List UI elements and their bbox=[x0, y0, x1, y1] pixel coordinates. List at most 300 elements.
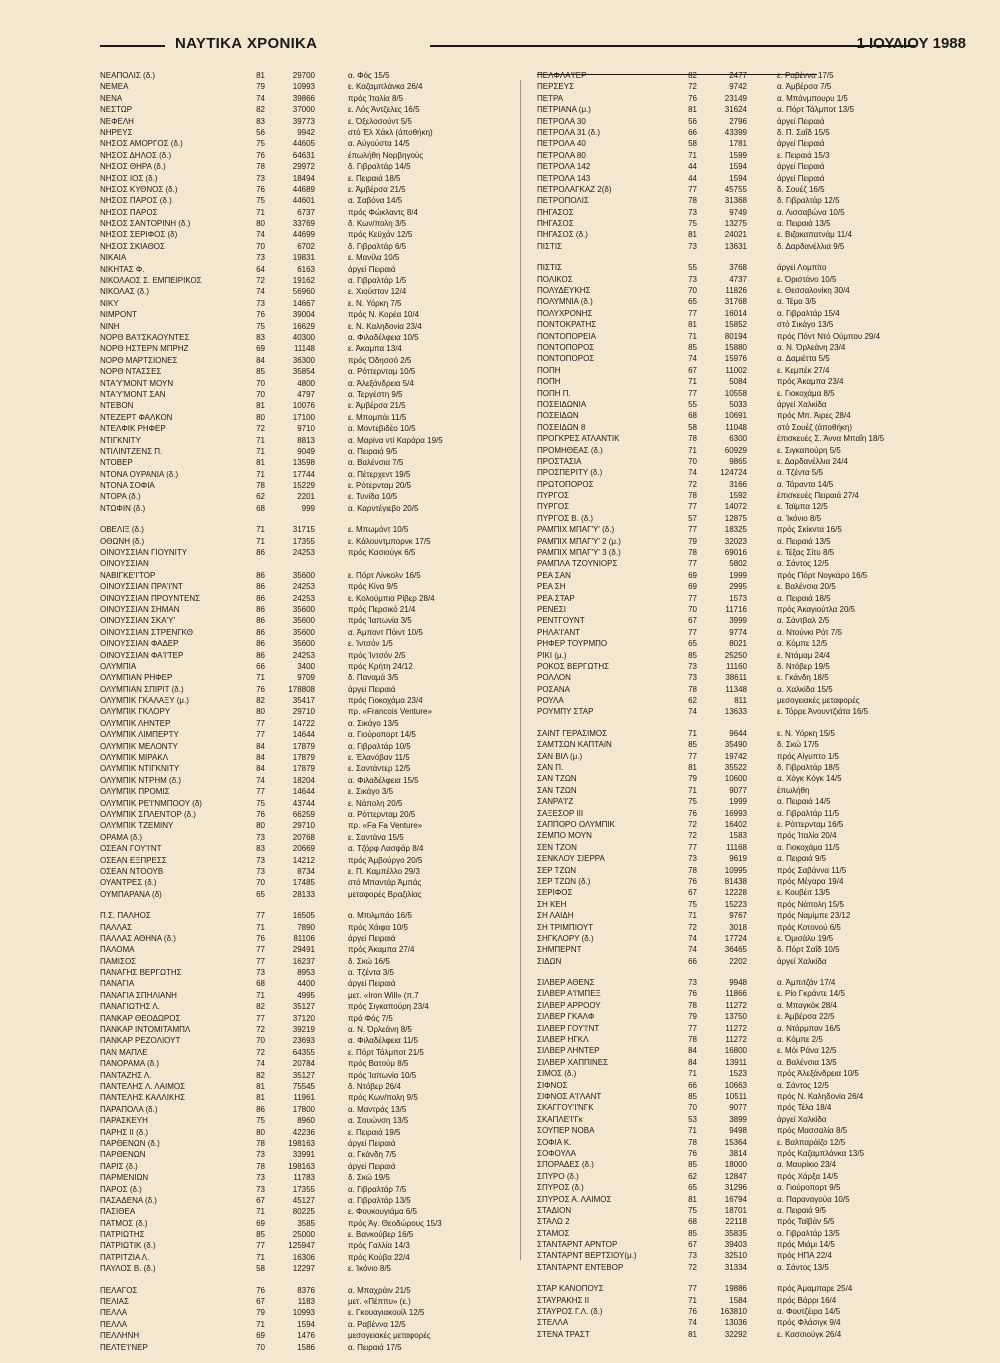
ship-row bbox=[100, 593, 505, 604]
build-year: 66 bbox=[256, 661, 265, 671]
build-year: 72 bbox=[688, 922, 697, 932]
ship-status: στό Έλ Χάκλ (άποθήκη) bbox=[348, 127, 433, 137]
ship-status: δ. Ντόβερ 26/4 bbox=[348, 1081, 401, 1091]
ship-name: ΝΗΣΟΣ ΣΚΙΑΘΟΣ bbox=[100, 241, 165, 251]
ship-status: ε. Πειραιά 18/5 bbox=[348, 173, 401, 183]
tonnage: 811 bbox=[734, 696, 747, 706]
ship-name: ΟΛΥΜΠΙΑΝ ΣΠΙΡΙΤ (δ.) bbox=[100, 684, 184, 694]
build-year: 78 bbox=[688, 1000, 697, 1010]
tonnage: 9942 bbox=[297, 127, 315, 137]
ship-status: πρός Κων/πολη 9/5 bbox=[348, 1093, 418, 1103]
ship-name: ΡΗΦΕΡ ΤΟΥΡΜΠΟ bbox=[537, 639, 608, 649]
ship-status: πρός Φλάσιγκ 9/4 bbox=[777, 1318, 841, 1328]
build-year: 69 bbox=[688, 582, 697, 592]
build-year: 82 bbox=[256, 1002, 265, 1012]
ship-row bbox=[100, 558, 505, 569]
ship-name: ΣΙΛΒΕΡ ΧΑΠΠΙΝΕΣ bbox=[537, 1057, 609, 1067]
ship-name: ΠΑΡΟΣ (δ.) bbox=[100, 1184, 142, 1194]
ship-name: ΣΤΑΡ ΚΑΝΟΠΟΥΣ bbox=[537, 1284, 604, 1294]
ship-status: ε. Πειραιά 15/3 bbox=[777, 150, 830, 160]
ship-name: ΣΟΥΠΕΡ ΝΟΒΑ bbox=[537, 1126, 595, 1136]
build-year: 71 bbox=[256, 1207, 265, 1217]
ship-status: πρός Άκαγιούτλα 20/5 bbox=[777, 604, 856, 614]
tonnage: 9710 bbox=[297, 424, 315, 434]
ship-row bbox=[100, 524, 505, 535]
tonnage: 6702 bbox=[297, 241, 315, 251]
tonnage: 19831 bbox=[292, 253, 315, 263]
ship-status: ε. Ρότερνταμ 20/5 bbox=[348, 481, 412, 491]
build-year: 73 bbox=[256, 1184, 265, 1194]
ship-name: ΡΟΥΛΑ bbox=[537, 696, 564, 706]
ship-status: άργεί Πειραιά bbox=[777, 173, 825, 183]
ship-group bbox=[100, 70, 505, 514]
ship-status: πρός Άκαμπα 23/4 bbox=[777, 377, 844, 387]
ship-row bbox=[100, 1138, 505, 1149]
ship-name: ΠΕΛΛΗΝΗ bbox=[100, 1331, 140, 1341]
ship-name: ΝΙΚΟΛΑΣ (δ.) bbox=[100, 287, 150, 297]
ship-name: ΠΥΡΓΟΣ bbox=[537, 491, 570, 501]
ship-name: ΠΗΓΑΣΟΣ bbox=[537, 207, 574, 217]
build-year: 81 bbox=[256, 1093, 265, 1103]
ship-row bbox=[537, 161, 980, 172]
ship-row bbox=[100, 956, 505, 967]
tonnage: 81106 bbox=[293, 933, 315, 943]
tonnage: 1573 bbox=[729, 593, 747, 603]
tonnage: 10691 bbox=[724, 411, 747, 421]
tonnage: 18494 bbox=[292, 173, 315, 183]
ship-name: ΠΑΤΡΙΩΤΙΚ (δ.) bbox=[100, 1241, 156, 1251]
tonnage: 4995 bbox=[297, 990, 315, 1000]
ship-name: ΝΤΙΓΚΝΙΤΥ bbox=[100, 435, 141, 445]
ship-name: ΣΠΥΡΟΣ Α. ΛΑΙΜΟΣ bbox=[537, 1194, 612, 1204]
ship-row bbox=[537, 1137, 980, 1148]
tonnage: 35490 bbox=[724, 740, 747, 750]
ship-row bbox=[537, 173, 980, 184]
ship-row bbox=[100, 389, 505, 400]
ship-name: ΠΡΟΣΠΕΡΙΤΥ (δ.) bbox=[537, 468, 603, 478]
tonnage: 3999 bbox=[729, 616, 747, 626]
ship-row bbox=[537, 388, 980, 399]
ship-row bbox=[100, 978, 505, 989]
ship-status: πρός Κρήτη 24/12 bbox=[348, 661, 413, 671]
tonnage: 29710 bbox=[292, 821, 315, 831]
build-year: 65 bbox=[688, 639, 697, 649]
ship-name: ΣΤΑΝΤΑΡΝΤ ΕΝΤΕΒΟΡ bbox=[537, 1262, 624, 1272]
build-year: 85 bbox=[688, 1228, 697, 1238]
ship-row bbox=[537, 422, 980, 433]
build-year: 77 bbox=[256, 911, 265, 921]
ship-name: ΟΛΥΜΠΙΚ ΝΤΙΓΚΝΙΤΥ bbox=[100, 764, 180, 774]
ship-name: ΝΕΣΤΩΡ bbox=[100, 105, 133, 115]
ship-status: α. Σαβόνα 14/5 bbox=[348, 196, 403, 206]
ship-status: α. Ντούνκι Ρότ 7/5 bbox=[777, 627, 842, 637]
tonnage: 80194 bbox=[724, 331, 747, 341]
tonnage: 14212 bbox=[292, 855, 315, 865]
tonnage: 1599 bbox=[729, 150, 747, 160]
ship-name: ΡΟΛΛΟΝ bbox=[537, 673, 571, 683]
ship-name: ΠΟΝΤΟΠΟΡΟΣ bbox=[537, 342, 595, 352]
ship-name: ΠΑΝΑΓΙΑ bbox=[100, 979, 135, 989]
ship-row bbox=[100, 173, 505, 184]
build-year: 78 bbox=[688, 196, 697, 206]
ship-name: ΝΟΡΘ ΝΤΑΣΣΕΣ bbox=[100, 367, 162, 377]
ship-name: ΣΙΛΒΕΡ ΛΗΝΤΕΡ bbox=[537, 1046, 600, 1056]
tonnage: 42236 bbox=[292, 1127, 315, 1137]
ship-row bbox=[100, 763, 505, 774]
ship-name: ΣΙΜΟΣ (δ.) bbox=[537, 1069, 577, 1079]
tonnage: 3585 bbox=[297, 1218, 315, 1228]
tonnage: 1594 bbox=[729, 162, 747, 172]
tonnage: 25000 bbox=[292, 1230, 315, 1240]
ship-row bbox=[100, 218, 505, 229]
ship-name: ΣΗΜΠΕΡΝΤ bbox=[537, 945, 582, 955]
build-year: 73 bbox=[688, 854, 697, 864]
ship-name: ΣΙΛΒΕΡ ΓΚΑΛΦ bbox=[537, 1012, 595, 1022]
ships-column-right bbox=[537, 70, 980, 1350]
ship-row bbox=[100, 1013, 505, 1024]
build-year: 74 bbox=[256, 230, 265, 240]
ship-status: πρός Χάιφα 10/5 bbox=[348, 922, 408, 932]
ship-row bbox=[100, 1172, 505, 1183]
ship-row bbox=[537, 241, 980, 252]
tonnage: 13631 bbox=[724, 241, 747, 251]
ship-name: ΝΗΣΟΣ ΑΜΟΡΓΟΣ (δ.) bbox=[100, 139, 183, 149]
ship-name: ΠΟΝΤΟΚΡΑΤΗΣ bbox=[537, 320, 597, 330]
build-year: 81 bbox=[256, 401, 265, 411]
ship-status: μετ. «Πέππυ» (ε.) bbox=[348, 1297, 411, 1307]
ship-row bbox=[537, 445, 980, 456]
ship-name: ΟΙΝΟΥΣΣΙΑΝ ΠΡΟΥΝΤΕΝΣ bbox=[100, 593, 201, 603]
build-year: 64 bbox=[256, 264, 265, 274]
tonnage: 12847 bbox=[724, 1171, 747, 1181]
build-year: 78 bbox=[688, 1035, 697, 1045]
ship-status: ε. Σικάγο 3/5 bbox=[348, 787, 394, 797]
build-year: 71 bbox=[688, 1295, 697, 1305]
tonnage: 163810 bbox=[720, 1307, 747, 1317]
tonnage: 31768 bbox=[724, 297, 747, 307]
tonnage: 17879 bbox=[292, 741, 315, 751]
tonnage: 9767 bbox=[729, 911, 747, 921]
build-year: 82 bbox=[256, 696, 265, 706]
tonnage: 16505 bbox=[292, 911, 315, 921]
ship-name: ΠΕΛΙΑΣ bbox=[100, 1297, 129, 1307]
build-year: 81 bbox=[688, 105, 697, 115]
ship-status: α. Γιούροπορτ 9/5 bbox=[777, 1183, 841, 1193]
ship-row bbox=[100, 967, 505, 978]
ship-status: ε. Γκάνδη 18/5 bbox=[777, 673, 829, 683]
tonnage: 11272 bbox=[725, 1035, 747, 1045]
ship-name: ΝΕΦΕΛΗ bbox=[100, 116, 134, 126]
ship-name: ΟΛΥΜΠΙΚ ΠΡΟΜΙΣ bbox=[100, 787, 170, 797]
build-year: 74 bbox=[256, 775, 265, 785]
ship-row bbox=[537, 524, 980, 535]
ship-row bbox=[537, 81, 980, 92]
ship-name: ΠΑΝΚΑΡ ΙΝΤΟΜΙΤΑΜΠΛ bbox=[100, 1025, 191, 1035]
ship-name: ΣΗ ΛΑΙΔΗ bbox=[537, 911, 574, 921]
ship-name: ΝΑΒΙΓΚΕ'Ι'ΤΟΡ bbox=[100, 570, 156, 580]
ship-row bbox=[100, 536, 505, 547]
build-year: 85 bbox=[688, 1160, 697, 1170]
ship-status: ε. Γιοκοχάμα 8/5 bbox=[777, 388, 835, 398]
ship-status: πρός Χάρξα 14/5 bbox=[777, 1171, 838, 1181]
build-year: 79 bbox=[256, 82, 265, 92]
ship-status: δ. Δαρδανέλλια 9/5 bbox=[777, 241, 845, 251]
ship-status: ε. Ίκόνιο 8/5 bbox=[348, 1264, 392, 1274]
ship-status: α. Άμπιτζάν 17/4 bbox=[777, 978, 836, 988]
build-year: 76 bbox=[256, 933, 265, 943]
ship-name: ΠΡΩΤΟΠΟΡΟΣ bbox=[537, 479, 594, 489]
ship-name: ΠΑΣΑΔΕΝΑ (δ.) bbox=[100, 1195, 157, 1205]
tonnage: 20768 bbox=[292, 832, 315, 842]
tonnage: 32292 bbox=[724, 1329, 747, 1339]
tonnage: 16794 bbox=[724, 1194, 747, 1204]
ship-row bbox=[100, 1307, 505, 1318]
ship-name: ΝΗΣΟΣ ΣΕΡΙΦΟΣ (δ) bbox=[100, 230, 178, 240]
build-year: 73 bbox=[688, 1251, 697, 1261]
tonnage: 10076 bbox=[292, 401, 315, 411]
ship-row bbox=[100, 638, 505, 649]
build-year: 75 bbox=[256, 139, 265, 149]
ship-name: ΠΟΠΗ bbox=[537, 377, 561, 387]
ship-row bbox=[100, 264, 505, 275]
ship-row bbox=[537, 853, 980, 864]
ship-name: ΣΕΡ ΤΖΩΝ bbox=[537, 865, 577, 875]
ship-name: ΟΙΝΟΥΣΣΙΑΝ bbox=[100, 559, 149, 569]
ship-name: ΝΗΣΟΣ ΘΗΡΑ (δ.) bbox=[100, 162, 166, 172]
ship-status: α. Μπαγκόκ 28/4 bbox=[777, 1000, 837, 1010]
build-year: 67 bbox=[256, 1195, 265, 1205]
build-year: 72 bbox=[688, 820, 697, 829]
ship-name: ΝΕΝΑ bbox=[100, 93, 123, 103]
ship-name: ΡΗΛΑ'Ι'ΑΝΤ bbox=[537, 627, 581, 637]
build-year: 73 bbox=[256, 866, 265, 876]
ship-status: α. Μπιλμπάο 16/5 bbox=[348, 911, 412, 921]
tonnage: 37120 bbox=[292, 1013, 315, 1023]
ship-status: μετ. «Iron Will» (π.7 bbox=[348, 990, 419, 1000]
ship-name: ΝΤΕΛΦΙΚ ΡΗΦΕΡ bbox=[100, 424, 166, 434]
ship-row bbox=[537, 353, 980, 364]
tonnage: 33991 bbox=[292, 1150, 315, 1160]
build-year: 73 bbox=[688, 274, 697, 284]
tonnage: 198163 bbox=[288, 1138, 315, 1148]
ship-name: ΡΑΜΠΙΧ ΜΠΑΓ'Υ' (δ.) bbox=[537, 525, 615, 535]
ship-row bbox=[537, 1068, 980, 1079]
build-year: 84 bbox=[256, 753, 265, 763]
ship-name: ΝΤΩΦΙΝ (δ.) bbox=[100, 503, 146, 513]
tonnage: 8953 bbox=[297, 968, 315, 978]
ship-status: α. Πόρτ Τάλμποτ 13/5 bbox=[777, 105, 854, 115]
tonnage: 12297 bbox=[292, 1264, 315, 1274]
tonnage: 4737 bbox=[729, 274, 747, 284]
ship-name: ΣΕΝ ΤΖΟΝ bbox=[537, 842, 577, 852]
ship-status: πρός Κοτονού 6/5 bbox=[777, 922, 841, 932]
ship-status: άργεί Χαλκίδα bbox=[777, 1114, 827, 1124]
build-year: 71 bbox=[688, 150, 697, 160]
ship-status: πρός Κεϋχάν 12/5 bbox=[348, 230, 413, 240]
tonnage: 8734 bbox=[297, 866, 315, 876]
build-year: 78 bbox=[256, 481, 265, 491]
ship-row bbox=[537, 627, 980, 638]
ship-row bbox=[100, 1206, 505, 1217]
tonnage: 25250 bbox=[724, 650, 747, 660]
ship-row bbox=[100, 491, 505, 502]
ship-name: ΟΣΕΑΝ ΓΟΥ'Ι'ΝΤ bbox=[100, 844, 162, 854]
ship-status: δ. Π. Σαΐδ 15/5 bbox=[777, 127, 830, 137]
ship-status: α. Μαντράς 13/5 bbox=[348, 1104, 407, 1114]
ship-row bbox=[537, 1034, 980, 1045]
ship-row bbox=[537, 728, 980, 739]
tonnage: 5033 bbox=[729, 399, 747, 409]
ship-name: ΟΛΥΜΠΙΚ ΣΠΛΕΝΤΟΡ (δ.) bbox=[100, 810, 196, 819]
build-year: 85 bbox=[688, 740, 697, 750]
ship-row bbox=[100, 343, 505, 354]
build-year: 56 bbox=[688, 116, 697, 126]
ship-name: ΣΑΞΕΣΟΡ ΙΙΙ bbox=[537, 808, 584, 818]
ship-status: α. Άμποντ Πόιντ 10/5 bbox=[348, 627, 423, 637]
ship-row bbox=[100, 547, 505, 558]
build-year: 66 bbox=[688, 127, 697, 137]
ship-name: ΠΑΤΡΙΩΤΗΣ bbox=[100, 1230, 145, 1240]
ship-row bbox=[100, 366, 505, 377]
ship-name: ΣΠΟΡΑΔΕΣ (δ.) bbox=[537, 1160, 594, 1170]
ship-row bbox=[100, 93, 505, 104]
tonnage: 43744 bbox=[292, 798, 315, 808]
ship-row bbox=[537, 638, 980, 649]
ship-name: ΣΑΝΡΑ'Ι'Ζ bbox=[537, 797, 574, 807]
tonnage: 125947 bbox=[288, 1241, 315, 1251]
ship-row bbox=[100, 615, 505, 626]
tonnage: 2477 bbox=[729, 71, 747, 80]
build-year: 58 bbox=[688, 422, 697, 432]
ship-name: ΠΗΓΑΣΟΣ (δ.) bbox=[537, 230, 588, 240]
ship-name: ΟΙΝΟΥΣΣΙΑΝ ΓΙΟΥΝΙΤΥ bbox=[100, 548, 188, 558]
ship-row bbox=[537, 887, 980, 898]
tonnage: 31296 bbox=[724, 1183, 747, 1193]
build-year: 44 bbox=[688, 162, 697, 172]
ship-status: ε. Λός Άντζελες 16/5 bbox=[348, 105, 420, 115]
build-year: 69 bbox=[256, 1218, 265, 1228]
build-year: 74 bbox=[688, 468, 697, 478]
ship-row bbox=[537, 274, 980, 285]
build-year: 65 bbox=[256, 889, 265, 899]
ship-status: α. Τζόρφ Λασφάρ 8/4 bbox=[348, 844, 424, 854]
ship-status: α. Ρόττερνταμ 20/5 bbox=[348, 810, 416, 819]
ship-status: ε. Όξελοσούντ 5/5 bbox=[348, 116, 412, 126]
build-year: 77 bbox=[256, 730, 265, 740]
ship-name: ΠΑΝΚΑΡ ΘΕΟΔΩΡΟΣ bbox=[100, 1013, 181, 1023]
build-year: 70 bbox=[256, 878, 265, 888]
build-year: 77 bbox=[688, 842, 697, 852]
tonnage: 6300 bbox=[729, 434, 747, 444]
ship-row bbox=[100, 570, 505, 581]
build-year: 70 bbox=[688, 286, 697, 296]
ship-row bbox=[537, 865, 980, 876]
ship-name: ΠΑΝΚΑΡ ΡΕΖΟΛΙΟΥΤ bbox=[100, 1036, 181, 1046]
tonnage: 39773 bbox=[292, 116, 315, 126]
tonnage: 1584 bbox=[729, 1295, 747, 1305]
ship-name: ΠΑΡΘΕΝΩΝ bbox=[100, 1150, 146, 1160]
tonnage: 24253 bbox=[292, 582, 315, 592]
ship-name: ΝΗΣΟΣ ΠΑΡΟΣ (δ.) bbox=[100, 196, 172, 206]
build-year: 77 bbox=[256, 1241, 265, 1251]
tonnage: 16402 bbox=[724, 820, 747, 829]
ship-name: ΠΕΤΡΟΠΟΛΙΣ bbox=[537, 196, 589, 206]
ship-status: άργεί Πειραιά bbox=[777, 116, 825, 126]
tonnage: 198163 bbox=[288, 1161, 315, 1171]
build-year: 65 bbox=[688, 297, 697, 307]
build-year: 78 bbox=[688, 1137, 697, 1147]
ship-row bbox=[100, 1104, 505, 1115]
ship-status: ε. Γκουαγιακουίλ 12/5 bbox=[348, 1308, 425, 1318]
build-year: 74 bbox=[256, 93, 265, 103]
ship-status: άργεί Πειραιά bbox=[348, 1138, 396, 1148]
build-year: 74 bbox=[688, 354, 697, 364]
ship-row bbox=[100, 1240, 505, 1251]
ship-row bbox=[537, 751, 980, 762]
tonnage: 35417 bbox=[292, 696, 315, 706]
ship-row bbox=[537, 593, 980, 604]
ship-name: ΣΙΛΒΕΡ ΑΘΕΝΣ bbox=[537, 978, 595, 988]
ship-row bbox=[537, 581, 980, 592]
tonnage: 11002 bbox=[725, 365, 747, 375]
ship-name: ΠΟΣΕΙΔΩΝ bbox=[537, 411, 579, 421]
ship-status: α. Λισσαβώνα 10/5 bbox=[777, 207, 845, 217]
ship-status: πρός Ίαπωνία 10/5 bbox=[348, 1070, 417, 1080]
build-year: 76 bbox=[688, 93, 697, 103]
build-year: 69 bbox=[256, 1331, 265, 1341]
ship-name: ΠΕΡΣΕΥΣ bbox=[537, 82, 575, 92]
ship-row bbox=[537, 684, 980, 695]
ship-status: πρός Άμαμπαρε 25/4 bbox=[777, 1284, 853, 1294]
ship-row bbox=[100, 241, 505, 252]
ship-status: α. Μαρίνα ντί Καράρα 19/5 bbox=[348, 435, 443, 445]
ship-status: ε. Βιζακαπατνάμ 11/4 bbox=[777, 230, 852, 240]
ship-name: ΟΡΑΜΑ (δ.) bbox=[100, 832, 143, 842]
ship-name: ΠΑΜΙΣΟΣ bbox=[100, 956, 137, 966]
ship-status: α. Τζέντα 3/5 bbox=[348, 968, 394, 978]
ship-status: πρός Ίαπωνία 3/5 bbox=[348, 616, 412, 626]
build-year: 73 bbox=[256, 1173, 265, 1183]
ship-name: ΟΛΥΜΠΙΚ ΓΚΑΛΑΞΥ (μ.) bbox=[100, 696, 189, 706]
ship-row bbox=[100, 1047, 505, 1058]
build-year: 75 bbox=[688, 797, 697, 807]
ship-name: ΣΙΛΒΕΡ ΑΡΡΟΟΥ bbox=[537, 1000, 601, 1010]
tonnage: 17355 bbox=[292, 1184, 315, 1194]
ship-status: στό Σικάγο 13/5 bbox=[777, 320, 834, 330]
ship-name: ΣΤΑΥΡΑΚΗΣ ΙΙ bbox=[537, 1295, 590, 1305]
tonnage: 16014 bbox=[724, 308, 747, 318]
ship-status: πρός Ίταλία 20/4 bbox=[777, 831, 837, 841]
build-year: 84 bbox=[688, 1046, 697, 1056]
tonnage: 80225 bbox=[292, 1207, 315, 1217]
build-year: 83 bbox=[256, 332, 265, 342]
ship-status: α. Κόμπε 2/5 bbox=[777, 1035, 823, 1045]
ship-status: ε. Μπωμόντ 10/5 bbox=[348, 525, 409, 535]
ship-status: πρός Άγ. Θεοδώρους 15/3 bbox=[348, 1218, 442, 1228]
ship-status: πρός Σιγκαπούρη 23/4 bbox=[348, 1002, 429, 1012]
ship-group bbox=[537, 977, 980, 1273]
tonnage: 38611 bbox=[725, 673, 747, 683]
ship-row bbox=[100, 1195, 505, 1206]
ship-name: ΠΑΤΜΟΣ (δ.) bbox=[100, 1218, 148, 1228]
ship-name: ΠΟΣΕΙΔΩΝ 8 bbox=[537, 422, 586, 432]
ship-name: ΠΟΛΥΜΝΙΑ (δ.) bbox=[537, 297, 593, 307]
build-year: 71 bbox=[256, 673, 265, 683]
ship-status: πρός Άκαμπα 27/4 bbox=[348, 945, 415, 955]
build-year: 86 bbox=[256, 616, 265, 626]
tonnage: 44699 bbox=[292, 230, 315, 240]
ship-status: α. Πειραιά 18/5 bbox=[777, 593, 831, 603]
